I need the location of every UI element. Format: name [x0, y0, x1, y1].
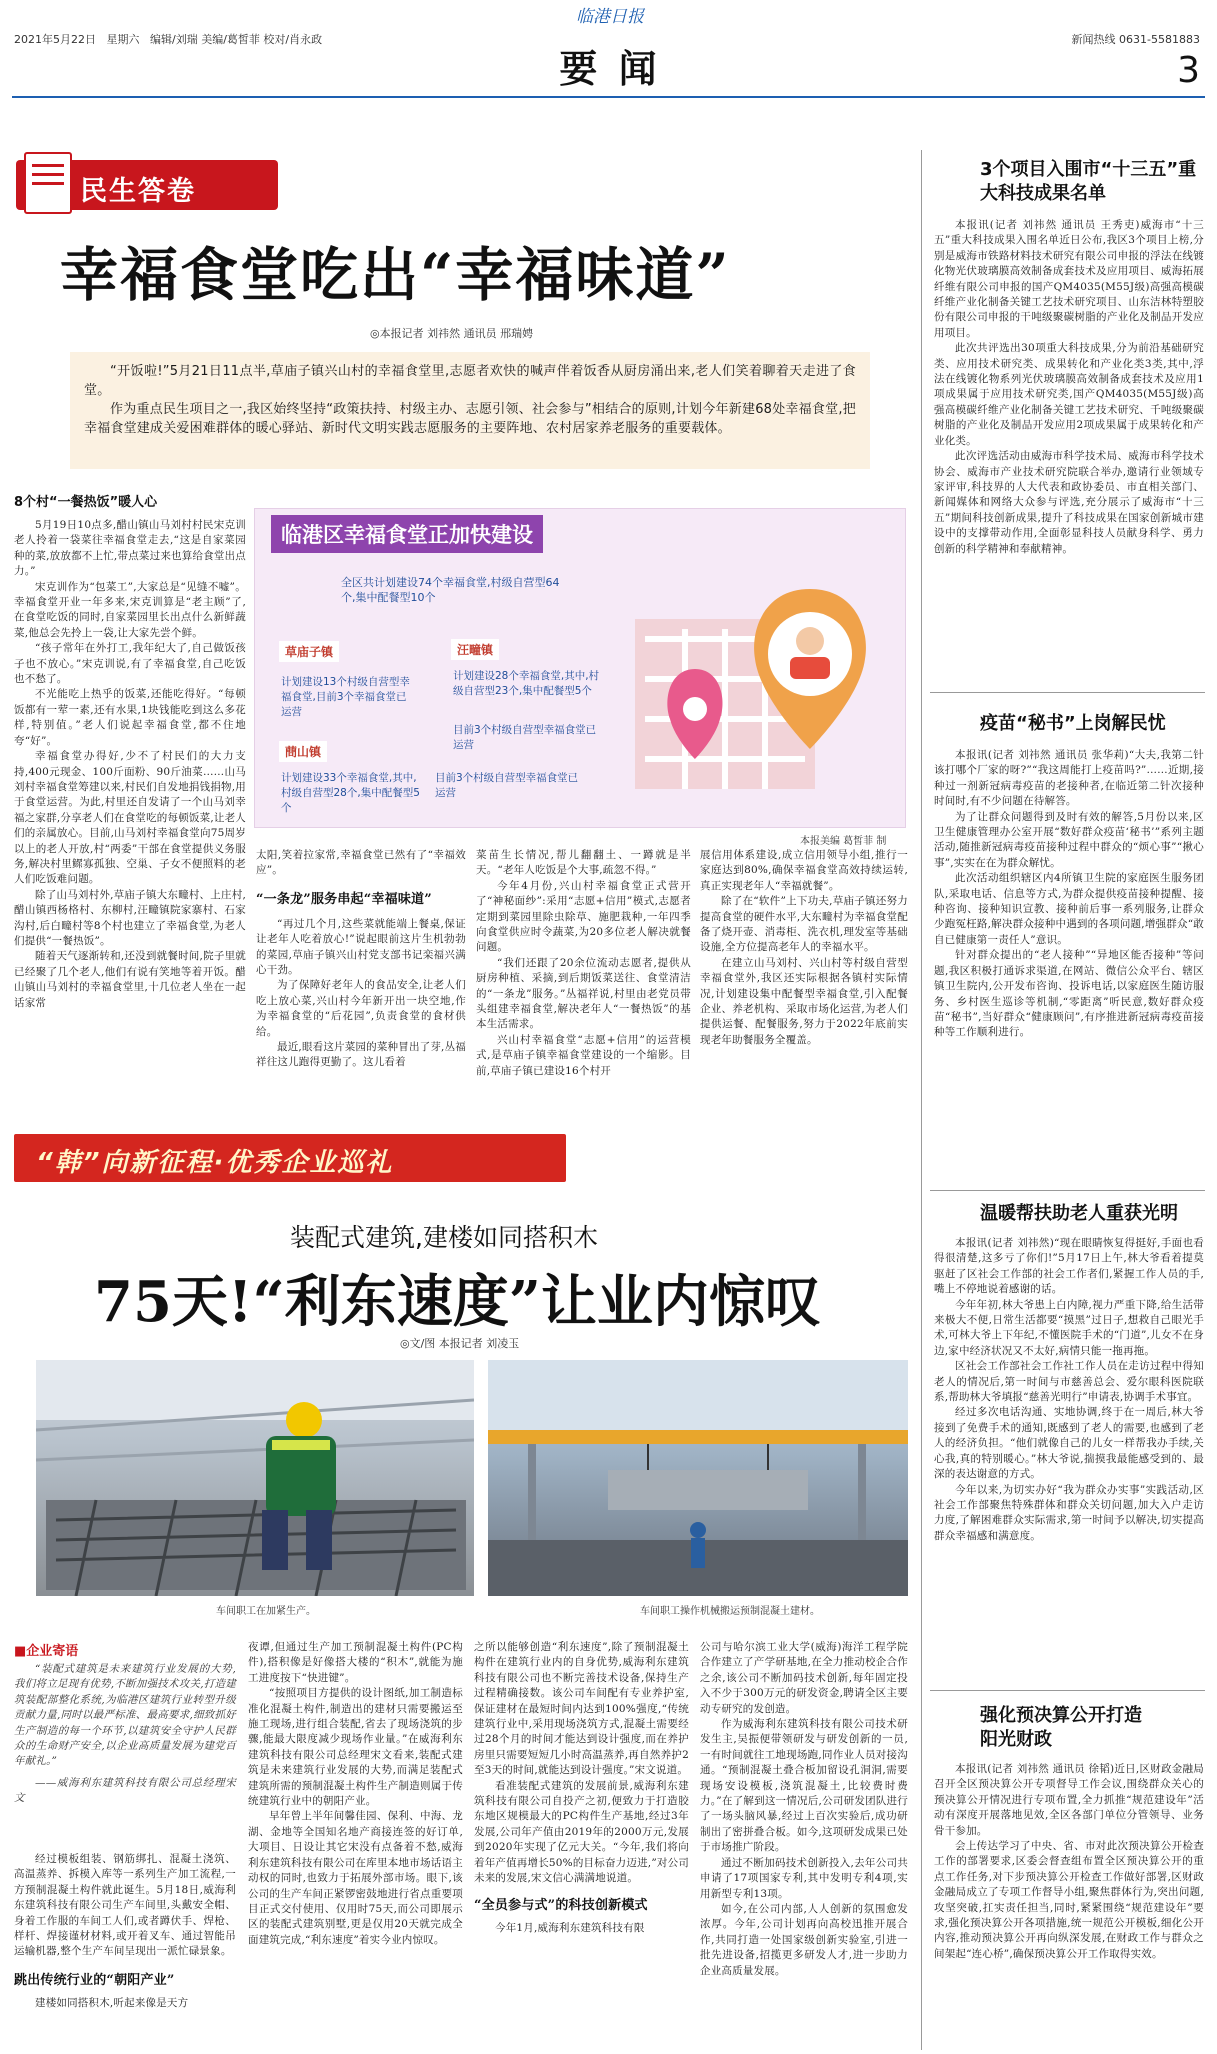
- quote-source: ——威海利东建筑科技有限公司总经理宋文: [14, 1776, 236, 1805]
- crane-hall-illustration: [488, 1360, 908, 1596]
- right-divider-1: [930, 692, 1205, 693]
- right-article-1-title: 3个项目入围市“十三五”重大科技成果名单: [980, 159, 1197, 204]
- lead-col1-p4: 不光能吃上热乎的饭菜,还能吃得好。“每顿饭都有一荤一素,还有水果,1块钱能吃到这么多花样,特别值。”老人们说起幸福食堂,都不住地夸“好”。: [14, 688, 246, 747]
- a2-p1: 本报讯(记者 刘祎然 通讯员 张华莉)“大夫,我第二针该打哪个厂家的呀?”“我这周能打上疫苗吗?”……近期,接种过一剂新冠病毒疫苗的老接种者,在临近第二针次接种时间时,有不少问题在待解答。: [934, 749, 1204, 808]
- second-headline: 75天!“利东速度”让业内惊叹: [94, 1269, 821, 1335]
- lead-intro-box: [70, 352, 870, 469]
- quote-text: “装配式建筑是未来建筑行业发展的大势,我们将立足现有优势,不断加强技术攻关,打造建筑装配部整化系统,为临港区建筑行业转型升级贡献力量,同时以最严标准、最高要求,细致抓好生产制造的每一个环节,以建筑安全守护人民群众的生命财产安全,以企业高质量发展为建党百年献礼。”: [14, 1663, 236, 1768]
- right-divider-3: [930, 1690, 1205, 1691]
- factory-photo-2: [488, 1360, 908, 1596]
- infographic-summary: 全区共计划建设74个幸福食堂,村级自营型64个,集中配餐型10个: [341, 576, 560, 604]
- right-article-2-title: 疫苗“秘书”上岗解民忧: [980, 713, 1166, 734]
- series-banner: [14, 1134, 566, 1182]
- second-col3-p1: 之所以能够创造“利东速度”,除了预制混凝土构件在建筑行业内的自身优势,威海利东建筑科技有限公司也不断完善技术设备,保持生产过程精确接数。该公司车间配有专业养护室,保证建材在最短时间内达到100%强度,“传统建筑行业中,采用现场浇筑方式,混凝土需要经过28个月的时间才能达到设计强度,而在养护房里只需要短短几小时高温蒸养,再自然养护2至3天的时间,就能达到设计强度。”宋文说道。: [474, 1641, 689, 1777]
- lead-byline: ◎本报记者 刘祎然 通讯员 邢瑞娉: [370, 327, 534, 340]
- lead-col-2: [256, 848, 466, 1096]
- lead-col1-p2: 宋克训作为“包菜工”,大家总是“见缝不嘘”。幸福食堂开业一年多来,宋克训算是“老主顾”了,在食堂吃饭的同时,自家菜园里长出点什么新鲜蔬菜,他总会先拎上一袋,让大家先尝个鲜。: [14, 580, 246, 639]
- page-number: 3: [1177, 50, 1200, 91]
- paper-logo: 临港日报: [576, 7, 644, 27]
- banner-label: “韩”向新征程·优秀企业巡礼: [36, 1148, 394, 1178]
- second-col3-p2: 看准装配式建筑的发展前景,威海利东建筑科技有限公司自投产之初,便致力于打造胶东地区规模最大的PC构件生产基地,经过3年发展,公司年产值由2019年的2000万元,发展到2020年实现了亿元大关。“今年,我们将向着年产值再增长50%的目标奋力迈进,”对公司未来的发展,宋文信心满满地说道。: [474, 1779, 689, 1885]
- section-title: 要 闻: [559, 47, 661, 91]
- second-col1-end: 建楼如同搭积木,听起来像是天方: [35, 1996, 189, 2009]
- column-badge: [16, 160, 278, 210]
- second-byline: ◎文/图 本报记者 刘凌玉: [400, 1337, 520, 1350]
- lead-col3-p3: “我们还跟了20余位流动志愿者,提供从厨房种植、采摘,到后期饭菜送往、食堂清洁的“一条龙”服务。”丛福祥说,村里由老党员带头组建幸福食堂,解决老年人“一餐热饭”的基本生活需求。: [476, 956, 691, 1031]
- lead-col1-p1: 5月19日10点多,醋山镇山马刘村村民宋克训老人拎着一袋菜往幸福食堂走去,“这是自家菜园种的菜,放放都不上忙,带点菜过来也算给食堂出点力。”: [14, 519, 246, 578]
- second-subhead-2: “全员参与式”的科技创新模式: [474, 1897, 648, 1913]
- second-col4-p3: 通过不断加码技术创新投入,去年公司共申请了17项国家专利,其中发明专利4项,实用新型专利13项。: [700, 1856, 908, 1900]
- issue-staff: 编辑/刘瑞 美编/葛皙菲 校对/肖永政: [150, 33, 323, 46]
- intro-paragraph-2: 作为重点民生项目之一,我区始终坚持“政策扶持、村级主办、志愿引领、社会参与”相结合的原则,计划今年新建68处幸福食堂,把幸福食堂建成关爱困难群体的暖心驿站、新时代文明实践志愿服务的主要阵地、农村居家养老服务的重要载体。: [84, 402, 856, 436]
- lead-col1-p7: 随着天气逐渐转和,还没到就餐时间,院子里就已经聚了几个老人,他们有说有笑地等着开饭。醋山镇山马刘村的幸福食堂里,十几位老人坐在一起话家常: [14, 950, 246, 1009]
- town3-text-1: 计划建设33个幸福食堂,其中,村级自营型28个,集中配餐型5个: [281, 772, 420, 814]
- lead-headline: 幸福食堂吃出“幸福味道”: [60, 241, 731, 309]
- lead-col2-p3: 最近,眼看这片菜园的菜种冒出了芽,丛福祥往这儿跑得更勤了。这儿看着: [256, 1041, 466, 1069]
- lead-col-3: [476, 848, 691, 1096]
- photo2-caption: 车间职工操作机械搬运预制混凝土建材。: [640, 1606, 820, 1617]
- badge-notepad-icon: [24, 152, 72, 214]
- a1-p1: 本报讯(记者 刘祎然 通讯员 王秀吏)威海市“十三五”重大科技成果入围名单近日公布,我区3个项目上榜,分别是威海市铁路材料技术研究有限公司申报的浮法在线镀化物光伏玻璃膜高效制备成套技术及应用项目、威海拓展纤维有限公司申报的国产QM4035(M55J级)高强高模碳纤维产业化制备关键工艺技术研究项目、山东洁林特塑胶份有限公司申报的干吨级聚碳树脂的产业化及制品开发应用项目。: [934, 219, 1204, 339]
- a3-p4: 经过多次电话沟通、实地协调,终于在一周后,林大爷接到了免费手术的通知,既感到了老人的需要,也感到了老人的经济负担。“他们就像自己的儿女一样帮我办手续,关心我,真的特别暖心。”林大爷说,揣摸我最能感受到的、最深的表达谢意的方式。: [934, 1406, 1204, 1481]
- a1-p3: 此次评选活动由威海市科学技术局、威海市科学技术协会、威海市产业技术研究院联合举办,邀请行业领域专家评审,科技界的人大代表和政协委员、市直相关部门、新闻媒体和网络大众参与评选,充分展示了威海市“十三五”期间科技创新成果,提升了科技成果在国家创新城市建设中的支撑带动作用,全面彰显科技人员献身科学、勇力创新的科学精神和奉献精神。: [934, 450, 1204, 555]
- a1-p2: 此次共评选出30项重大科技成果,分为前沿基础研究类、应用技术研究类、成果转化和产业化类3类,其中,浮法在线镀化物系列光伏玻璃膜高效制备成套技术及应用1项成果属于应用技术研究类,国产QM4035(M55J级)高强高模碳纤维产业化制备关键工艺技术研究、千吨级聚碳树脂的产业化及制品开发应用2项成果属于成果转化和产业化类。: [934, 342, 1204, 447]
- town3-label: 蔄山镇: [279, 741, 327, 762]
- lead-col1-p3: “孩子常年在外打工,我年纪大了,自己做饭孩子也不放心。”宋克训说,有了幸福食堂,自己吃饭也不愁了。: [14, 642, 246, 686]
- header-rule: [12, 96, 1205, 98]
- second-col2-p3: 早年曾上半年间馨佳园、保利、中海、龙湖、金地等全国知名地产商接连签的好订单,大项目、日设让其它宋没有点备着不愁,威海利东建筑科技有限公司在库里本地市场话语主动权的同时,也致力于拓展外部市场。眼下,该公司的生产车间正紧锣密鼓地进行省点重要项目正式交付使用、仅用时75天,而公司即展示区的装配式建筑别墅,更是仅用20天就完成全面建筑完成,“利东速度”着实今业内惊叹。: [248, 1810, 463, 1946]
- worker-welding-illustration: [36, 1360, 474, 1596]
- town2-text-2: 目前3个村级自营型幸福食堂已运营: [453, 724, 597, 751]
- a2-p3: 此次活动组织辖区内4所镇卫生院的家庭医生服务团队,采取电话、信息等方式,为群众提供疫苗接种提醒、接种咨询、接种知识宣教、接种前后事一系列服务,让群众少跑冤枉路,解决群众接种中遇到的各项问题,增强群众“敢自已健康第一责任人”意识。: [934, 872, 1204, 946]
- second-col2-p2: “按照项目方提供的设计图纸,加工制造标准化混凝土构件,制造出的建材只需要搬运至施工现场,进行组合装配,省去了现场浇筑的步骤,能最大限度减少现场作业量。”在威海利东建筑科技有限公司总经理宋文看来,装配式建筑是未来建筑行业发展的大势,而满足装配式建筑所需的预制混凝土构件生产制造则属于传统建筑行业中的朝阳产业。: [248, 1687, 463, 1808]
- a3-p1: 本报讯(记者 刘祎然)“现在眼睛恢复得挺好,手面也看得很清楚,这多亏了你们!”5月17日上午,林大爷看着提莫驱赶了区社会工作部的社会工作者们,紧握工作人员的手,嘴上不停地说着感谢的话。: [934, 1237, 1204, 1296]
- a2-p4: 针对群众提出的“老人接种”“异地区能否接种”等问题,我区积极打通诉求渠道,在网站、微信公众平台、辖区镇卫生院内,公开发布咨询、投诉电话,以家庭医生随访服务、乡村医生巡诊等机制,“零距离”听民意,数好群众疫苗“秘书”,当好群众“健康顾问”,有序推进新冠病毒疫苗接种等工作顺利进行。: [934, 949, 1204, 1039]
- lead-col2-p1: “再过几个月,这些菜就能端上餐桌,保证让老年人吃着放心!”说起眼前这片生机勃勃的菜园,草庙子镇兴山村党支部书记栾福兴满心干劲。: [256, 917, 466, 977]
- a4-p1: 本报讯(记者 刘祎然 通讯员 徐韬)近日,区财政金融局召开全区预决算公开专项督导工作会议,围绕群众关心的预决算公开情况进行专项布置,全力抓推“规范建设年”活动有深度开展落地见效,全区各部门单位分管领导、业务骨干参加。: [934, 1763, 1204, 1837]
- intro-paragraph-1: “开饭啦!”5月21日11点半,草庙子镇兴山村的幸福食堂里,志愿者欢快的喊声伴着饭香从厨房涌出来,老人们笑着聊着天走进了食堂。: [84, 364, 856, 398]
- a2-p2: 为了让群众问题得到及时有效的解答,5月份以来,区卫生健康管理办公室开展“数好群众疫苗‘秘书’”系列主题活动,随推新冠病毒疫苗接种过程中群众的“烦心事”“揪心事”,实实在在为群众解忧。: [934, 810, 1204, 869]
- a3-p2: 今年年初,林大爷患上白内障,视力严重下降,给生活带来极大不便,日常生活都要“摸黑”过日子,想救自己眼光手术,可林大爷上下年纪,不懂医院手术的“门道”,儿女不在身边,家中经济状况又不太好,病情只能一拖再拖。: [934, 1298, 1204, 1357]
- infographic: [254, 508, 906, 828]
- lead-col-1: [14, 518, 246, 1096]
- infographic-title: 临港区幸福食堂正加快建设: [271, 515, 543, 553]
- issue-weekday: 星期六: [106, 33, 140, 46]
- town2-label: 汪疃镇: [451, 639, 499, 660]
- a3-p5: 今年以来,为切实办好“我为群众办实事”实践活动,区社会工作部聚焦特殊群体和群众关切问题,加大入户走访力度,了解困难群众实际需求,第一时间予以解决,切实提高群众幸福感和满意度。: [934, 1483, 1204, 1542]
- right-article-4-body: [934, 1762, 1204, 2050]
- second-col4-p2: 作为威海利东建筑科技有限公司技术研发生主,吴振便带领研发与研发创新的一员,一有时间就往工地现场跑,同作业人员对接沟通。“预制混凝土叠合板加留设孔洞洞,需要现场安设模板,浇筑混凝土,比较费时费力。”在了解到这一情况后,公司研发团队进行了一场头脑风暴,经过上百次实验后,成功研制出了密拼叠合板。如今,这项研发成果已处于市场推广阶段。: [700, 1718, 908, 1854]
- lead-col1-p5: 幸福食堂办得好,少不了村民们的大力支持,400元现金、100斤面粉、90斤油菜……山马刘村幸福食堂筹建以来,村民们自发地捐钱捐物,用于食堂运营。为此,村里还自发请了一个山马刘幸福之家群,分享老人们在食堂吃的每顿饭菜,让老人们的亲属放心。目前,山马刘村幸福食堂向75周岁以上的老人开放,村“两委”干部在食堂提供义务服务,解决村里鳏寡孤独、空巢、子女不便照料的老人们吃饭难问题。: [14, 750, 246, 886]
- news-hotline: 新闻热线 0631-5581883: [1071, 33, 1200, 46]
- town2-text-1: 计划建设28个幸福食堂,其中,村级自营型23个,集中配餐型5个: [453, 670, 600, 697]
- enterprise-message-label: ■企业寄语: [14, 1644, 79, 1659]
- second-subhead-1: 跳出传统行业的“朝阳产业”: [14, 1972, 175, 1988]
- town1-text: 计划建设13个村级自营型幸福食堂,目前3个幸福食堂已运营: [281, 676, 410, 718]
- second-col4-p1: 公司与哈尔滨工业大学(威海)海洋工程学院合作建立了产学研基地,在全力推动校企合作之余,该公司不断加码技术创新,每年固定投入不少于300万元的研发资金,聘请全区主要动专研究的发创造。: [700, 1641, 908, 1715]
- lead-col1-p6: 除了山马刘村外,草庙子镇大东疃村、上庄村,醋山镇西杨格村、东柳村,汪疃镇院家寨村、石家沟村,后白疃村等8个村也建立了幸福食堂,为老人们提供“一餐热饭”。: [14, 888, 246, 947]
- second-col2-p1: 夜谭,但通过生产加工预制混凝土构件(PC构件),搭积像是好像搭大楼的“积木”,就能为施工进度按下“快进键”。: [248, 1641, 463, 1684]
- lead-col3-p4: 兴山村幸福食堂“志愿+信用”的运营模式,是草庙子镇幸福食堂建设的一个缩影。目前,草庙子镇已建设16个村开: [476, 1033, 691, 1077]
- a4-p2: 会上传达学习了中央、省、市对此次预决算公开检查工作的部署要求,区委会督查组布置全区预决算公开的重点工作任务,对下步预决算公开检查工作做好部署,区财政金融局成立了专项工作督导小组,聚焦群体行为,突出问题,攻坚突破,扛实责任担当,同时,紧紧围绕“规范建设年”要求,强化预决算公开各项措施,统一规范公开模板,细化公开内容,推动预决算公开再向纵深发展,在财政工作与群众之间架起“连心桥”,确保预决算公开工作取得实效。: [934, 1840, 1204, 1960]
- right-divider-2: [930, 1190, 1205, 1191]
- second-col1-p1: 经过模板组装、钢筋绑扎、混凝土浇筑、高温蒸养、拆模入库等一系列生产加工流程,一方预制混凝土构件就此诞生。5月18日,威海利东建筑科技有限公司生产车间里,头戴安全帽、身着工作服的车间工人们,或者蹲伏手、焊枪、样杆、焊接谨材材料,或开着叉车、通过智能吊运输机器,整个生产车间呈现出一派忙碌景象。: [14, 1853, 236, 1958]
- second-col-4: [700, 1640, 908, 2050]
- factory-photo-1: [36, 1360, 474, 1596]
- enterprise-quote: [14, 1662, 236, 1807]
- right-article-1-body: [934, 218, 1204, 688]
- right-article-2-body: [934, 748, 1204, 1184]
- photo1-caption: 车间职工在加紧生产。: [216, 1606, 316, 1617]
- lead-col-4: [700, 848, 908, 1096]
- infographic-map-pin-illustration: [615, 549, 895, 819]
- lead-subhead-1: 8个村“一餐热饭”暖人心: [14, 495, 158, 510]
- column-divider-main: [921, 150, 922, 2050]
- lead-col2-p2: 为了保障好老年人的食品安全,让老人们吃上放心菜,兴山村今年新开出一块空地,作为幸福食堂的“后花园”,负责食堂的食材供给。: [256, 979, 466, 1038]
- lead-subhead-2: “一条龙”服务串起“幸福味道”: [256, 891, 432, 907]
- second-kicker: 装配式建筑,建楼如同搭积木: [290, 1223, 598, 1252]
- header-date-line: [14, 32, 374, 47]
- second-col-1: [14, 1852, 236, 2050]
- second-col3-end: 今年1月,威海利东建筑科技有限: [495, 1921, 645, 1934]
- second-col4-p4: 如今,在公司内部,人人创新的氛围愈发浓厚。今年,公司计划再向高校迅推开展合作,共同打造一处国家级创新实验室,引进一批先进设备,招揽更多研发人才,进一步助力企业高质量发展。: [700, 1902, 908, 1977]
- town1-label: 草庙子镇: [279, 641, 339, 662]
- lead-col4-p2: 除了在“软件”上下功夫,草庙子镇还努力提高食堂的硬件水平,大东疃村为幸福食堂配备了烧开壶、消毒柜、洗衣机,理发室等基础设施,全方位提高老年人的幸福水平。: [700, 895, 908, 954]
- infographic-credit: 本报美编 葛皙菲 制: [800, 836, 887, 847]
- right-article-4-title: 强化预决算公开打造阳光财政: [980, 1705, 1142, 1750]
- lead-col4-p1: 展信用体系建设,成立信用领导小组,推行一家庭达到80%,确保幸福食堂高效持续运转,真正实现老年人“幸福就餐”。: [700, 849, 908, 892]
- badge-label: 民生答卷: [80, 176, 196, 207]
- second-col-2: [248, 1640, 463, 2050]
- issue-date: 2021年5月22日: [14, 33, 96, 46]
- a3-p3: 区社会工作部社会工作社工作人员在走访过程中得知老人的情况后,第一时间与市慈善总会、爱尔眼科医院联系,帮助林大爷填报“慈善光明行”申请表,协调手术事宜。: [934, 1360, 1204, 1404]
- right-article-3-title: 温暖帮扶助老人重获光明: [980, 1203, 1178, 1224]
- lead-col3-p1: 菜苗生长情况,帮儿翻翻土、一蹲就是半天。“老年人吃饭是个大事,疏忽不得。”: [476, 849, 691, 877]
- right-article-3-body: [934, 1236, 1204, 1684]
- lead-col3-p2: 今年4月份,兴山村幸福食堂正式营开了“神秘面纱”:采用“志愿+信用”模式,志愿者定期到菜园里除虫除草、施肥栽种,一年四季向食堂供应时令蔬菜,为20多位老人解决就餐问题。: [476, 879, 691, 954]
- town3-text-2: 目前3个村级自营型幸福食堂已运营: [435, 772, 579, 799]
- lead-col2-top: 太阳,笑着拉家常,幸福食堂已然有了“幸福效应”。: [256, 849, 466, 877]
- lead-col4-p3: 在建立山马刘村、兴山村等村级自营型幸福食堂外,我区还实际根据各镇村实际情况,计划建设集中配餐型幸福食堂,引入配餐企业、养老机构、采取市场化运营,为老人们提供运餐、配餐服务,努力于2022年底前实现老年助餐服务全覆盖。: [700, 956, 908, 1046]
- second-col-3: [474, 1640, 689, 2050]
